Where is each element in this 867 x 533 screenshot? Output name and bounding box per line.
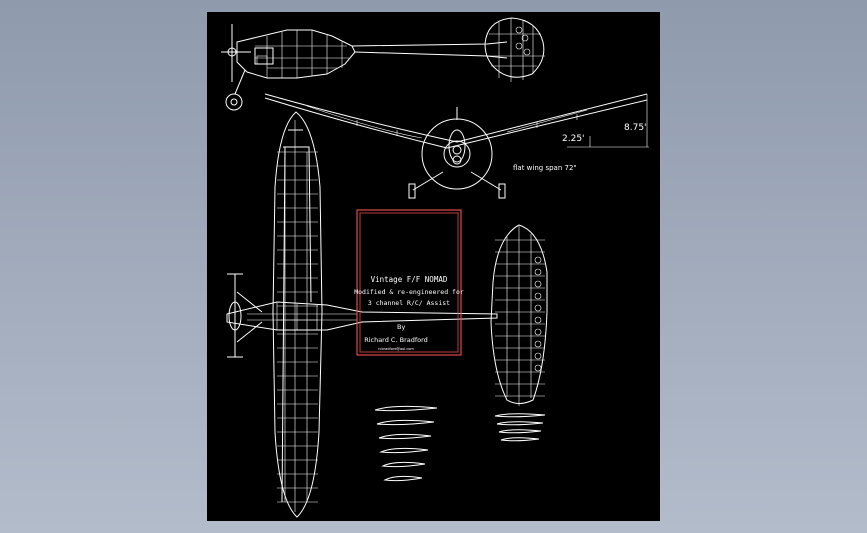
dihedral-dimension: 2.25'	[562, 134, 585, 144]
lightening-hole	[535, 305, 541, 311]
span-note: flat wing span 72"	[513, 164, 577, 172]
side-view	[221, 18, 545, 110]
stab-airfoil	[499, 430, 541, 433]
lightening-hole	[535, 281, 541, 287]
stabilizer-holes	[535, 257, 541, 371]
stab-airfoil	[501, 438, 539, 441]
wing-height-dimension: 8.75'	[624, 123, 647, 133]
wing-airfoil	[383, 462, 425, 466]
fuselage-plan-view	[227, 274, 497, 357]
nomad-plan-drawing	[207, 12, 660, 521]
wing-airfoil	[385, 476, 422, 480]
stabilizer-plan-view	[491, 225, 547, 406]
lightening-hole	[535, 353, 541, 359]
lightening-hole	[535, 257, 541, 263]
title-line-3: 3 channel R/C/ Assist	[367, 299, 451, 307]
front-view	[265, 94, 649, 198]
author-name: Richard C. Bradford	[364, 336, 428, 344]
stabilizer-ribs	[495, 240, 545, 396]
wing-airfoil	[379, 434, 431, 438]
lightening-hole	[535, 293, 541, 299]
cad-viewport[interactable]	[207, 12, 660, 521]
stabilizer-rib-airfoils	[495, 414, 545, 441]
author-email: rcbradford@aol.com	[378, 347, 414, 351]
lightening-hole	[535, 317, 541, 323]
lightening-hole	[535, 269, 541, 275]
stab-airfoil	[495, 414, 545, 417]
lightening-hole	[535, 341, 541, 347]
title-line-1: Vintage F/F NOMAD	[370, 275, 448, 284]
author-by-label: By	[397, 323, 406, 331]
wing-airfoil	[381, 448, 428, 452]
title-block	[354, 210, 464, 355]
wing-airfoil	[377, 420, 434, 424]
wing-rib-airfoils	[375, 406, 437, 480]
lightening-hole	[535, 329, 541, 335]
lightening-hole	[535, 365, 541, 371]
wing-plan-view	[273, 112, 322, 517]
title-line-2: Modified & re-engineered for	[354, 288, 464, 296]
stab-airfoil	[497, 422, 543, 425]
wing-airfoil	[375, 406, 437, 410]
